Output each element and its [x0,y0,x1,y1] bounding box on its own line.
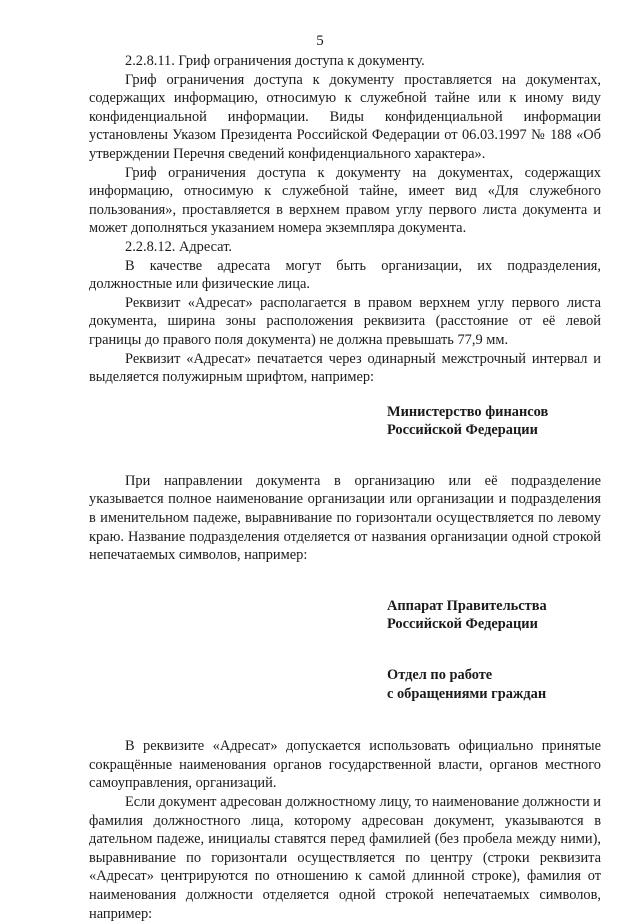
spacer [89,565,601,597]
paragraph: Гриф ограничения доступа к документу на документах, содержащих информацию, относимую к служебной тайне, имеет вид «Для служебного пользования», проставляется в верхнем правом углу первого листа документа и может дополняться указанием номера экземпляра документа. [89,164,601,237]
paragraph: При направлении документа в организацию или её подразделение указывается полное наименование организации или организации и подразделения в именительном падеже, выравнивание по горизонтали осуществляется по левому краю. Название подразделения отделяется от названия организации одной строкой непечатаемых символов, например: [89,472,601,564]
paragraph: Реквизит «Адресат» располагается в правом верхнем углу первого листа документа, ширина зоны расположения реквизита (расстояние от её левой границы до правого поля документа) не должна превышать 77,9 мм. [89,294,601,348]
section-heading-2-2-8-12: 2.2.8.12. Адресат. [125,238,233,255]
spacer [89,634,601,666]
section-heading-2-2-8-11: 2.2.8.11. Гриф ограничения доступа к документу. [125,53,425,69]
paragraph: Гриф ограничения доступа к документу проставляется на документах, содержащих информацию, относимую к служебной тайне или к иному виду конфиденциальной информации. Виды конфиденциальной информации установлены Указом Президента Российской Федерации от 06.03.1997 № 188 «Об утверждении Перечня сведений конфиденциального характера». [89,71,601,162]
page-number: 5 [316,33,324,49]
addressee-example-ministry-line2: Российской Федерации [387,422,538,439]
addressee-example-ministry-line1: Министерство финансов [387,403,549,420]
paragraph: Если документ адресован должностному лицу, то наименование должности и фамилия должностного лица, которому адресован документ, указываются в дательном падеже, инициалы ставятся перед фамилией (без пробела между ними), выравнивание по горизонтали осуществляется по центру (строки реквизита «Адресат» центрируются по отношению к самой длинной строке), фамилия от наименования должности отделяется одной строкой непечатаемых символов, например: [89,794,601,922]
addressee-example-dept-line2: с обращениями граждан [387,685,547,702]
document-body [89,52,601,923]
paragraph: В качестве адресата могут быть организации, их подразделения, должностные или физические лица. [89,257,601,293]
spacer [89,703,601,737]
addressee-example-apparat-line1: Аппарат Правительства [387,597,547,614]
addressee-example-dept-line1: Отдел по работе [387,667,493,684]
paragraph: Реквизит «Адресат» печатается через одинарный межстрочный интервал и выделяется полужирным шрифтом, например: [89,350,601,386]
spacer [89,440,601,472]
paragraph: В реквизите «Адресат» допускается использовать официально принятые сокращённые наименования органов государственной власти, органов местного самоуправления, организаций. [89,738,601,792]
spacer [89,387,601,403]
addressee-example-apparat-line2: Российской Федерации [387,616,538,633]
